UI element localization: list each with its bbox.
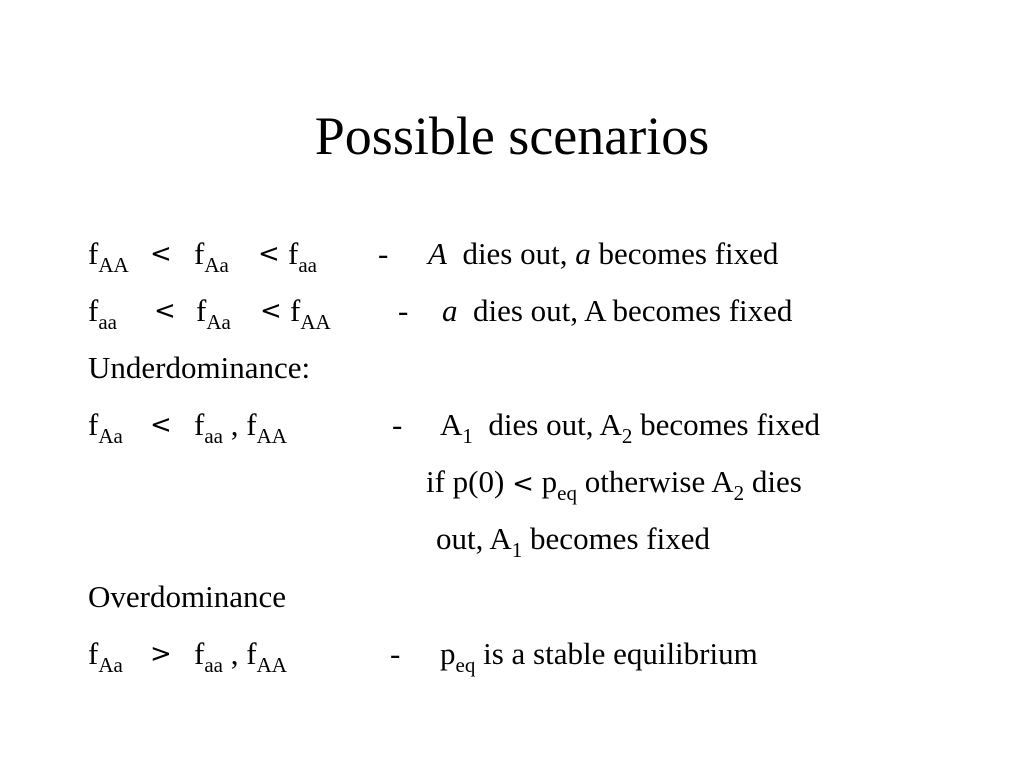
expression: $f_{Aa}$ [194,236,229,277]
description: $A_1$ dies out, $A_2$ becomes fixed [440,407,821,448]
description: A dies out, a becomes fixed [428,236,779,271]
dash: - [398,293,409,328]
expression: $f_{Aa}$ [196,293,231,334]
description: $p_{eq}$ is a stable equilibrium [440,636,758,677]
section-label-underdominance: Underdominance: [88,350,311,385]
expression: $f_{aa}$ [88,293,117,334]
expression: $f_{AA}$ [88,236,129,277]
operator: < [150,410,172,440]
expression: $f_{aa}$ , $f_{AA}$ [194,636,287,677]
operator: < [150,239,172,269]
operator: < [260,296,282,326]
operator: < [258,239,280,269]
expression: $f_{Aa}$ [88,636,123,677]
dash: - [390,636,401,671]
operator: < [154,296,176,326]
expression: $f_{aa}$ [288,236,317,277]
description: a dies out, A becomes fixed [442,293,793,328]
condition-text: out, $A_1$ becomes fixed [436,521,710,562]
expression: $f_{AA}$ [290,293,331,334]
dash: - [378,236,389,271]
slide-title: Possible scenarios [314,106,710,166]
expression: $f_{Aa}$ [88,407,123,448]
dash: - [392,407,403,442]
condition-text: if $p(0) < p_{eq}$ otherwise $A_2$ dies [426,464,802,505]
expression: $f_{aa}$ , $f_{AA}$ [194,407,287,448]
section-label-overdominance: Overdominance [88,579,286,614]
operator: > [150,639,172,669]
